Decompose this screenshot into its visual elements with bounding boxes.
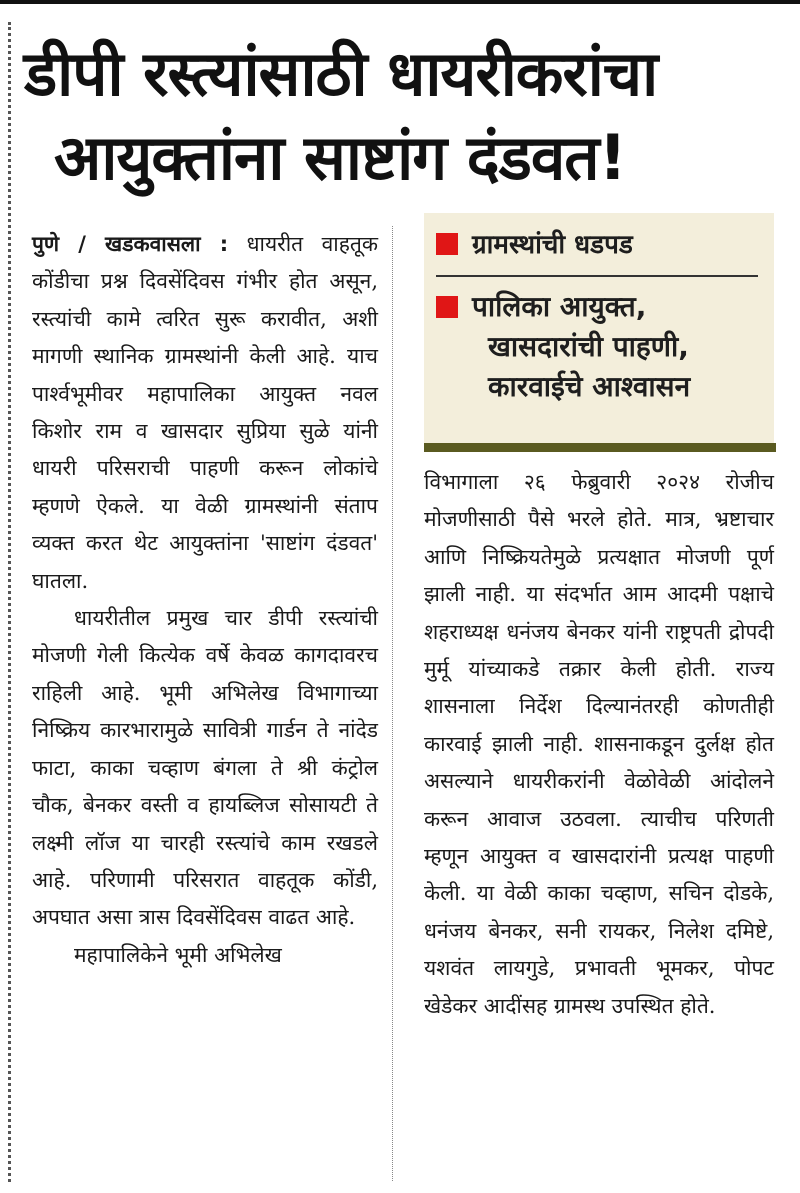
article-paragraph-3: महापालिकेने भूमी अभिलेख: [74, 942, 282, 967]
highlight-item-1-text: ग्रामस्थांची धडपड: [472, 230, 633, 260]
headline-line-2: आयुक्तांना साष्टांग दंडवत!: [54, 121, 626, 194]
paragraph-1-text: धायरीत वाहतूक कोंडीचा प्रश्न दिवसेंदिवस गंभीर होत असून, रस्त्यांची कामे त्वरित सुरू करावीत, अशी मागणी स्थानिक ग्रामस्थांनी केली आहे. याच पार्श्वभूमीवर महापालिका आयुक्त नवल किशोर राम व खासदार सुप्रिया सुळे यांनी धायरी परिसराची पाहणी करून लोकांचे म्हणणे ऐकले. या वेळी ग्रामस्थांनी संताप व्यक्त करत थेट आयुक्तांना 'साष्टांग दंडवत' घातला.: [32, 232, 378, 593]
article-column-left: [32, 226, 378, 974]
article-paragraph-4: विभागाला २६ फेब्रुवारी २०२४ रोजीच मोजणीसाठी पैसे भरले होते. मात्र, भ्रष्टाचार आणि निष्क्रियतेमुळे प्रत्यक्षात मोजणी पूर्ण झाली नाही. या संदर्भात आम आदमी पक्षाचे शहराध्यक्ष धनंजय बेनकर यांनी राष्ट्रपती द्रोपदी मुर्मू यांच्याकडे तक्रार केली होती. राज्य शासनाला निर्देश दिल्यानंतरही कोणतीही कारवाई झाली नाही. शासनाकडून दुर्लक्ष होत असल्याने धायरीकरांनी वेळोवेळी आंदोलने करून आवाज उठवला. त्याचीच परिणती म्हणून आयुक्त व खासदारांनी प्रत्यक्ष पाहणी केली. या वेळी काका चव्हाण, सचिन दोडके, धनंजय बेनकर, सनी रायकर, निलेश दमिष्टे, यशवंत लायगुडे, प्रभावती भूमकर, पोपट खेडेकर आदींसह ग्रामस्थ उपस्थित होते.: [424, 470, 774, 1018]
top-rule: [0, 0, 800, 4]
red-square-bullet-icon: [436, 233, 458, 255]
dateline: पुणे / खडकवासला :: [32, 232, 229, 256]
highlight-item-2-line-3: कारवाईचे आश्वासन: [488, 370, 691, 403]
highlight-item-2-line-2: खासदारांची पाहणी,: [488, 330, 689, 363]
highlight-item-1: [436, 225, 766, 265]
headline: [24, 32, 794, 200]
highlight-item-2-line-1-row: [436, 287, 766, 327]
highlight-item-2-line-1: पालिका आयुक्त,: [472, 290, 647, 323]
article-column-right: [424, 464, 774, 1025]
article-paragraph-2: धायरीतील प्रमुख चार डीपी रस्त्यांची मोजणी गेली कित्येक वर्षे केवळ कागदावरच राहिली आहे. भूमी अभिलेख विभागाच्या निष्क्रिय कारभारामुळे सावित्री गार्डन ते नांदेड फाटा, काका चव्हाण बंगला ते श्री कंट्रोल चौक, बेनकर वस्ती व हायब्लिज सोसायटी ते लक्ष्मी लॉज या चारही रस्त्यांचे काम रखडले आहे. परिणामी परिसरात वाहतूक कोंडी, अपघात असा त्रास दिवसेंदिवस वाढत आहे.: [32, 606, 378, 930]
red-square-bullet-icon: [436, 296, 458, 318]
column-divider: [392, 226, 393, 1181]
left-dotted-border: [8, 22, 11, 1182]
highlight-item-2: [436, 287, 766, 407]
headline-line-1: डीपी रस्त्यांसाठी धायरीकरांचा: [24, 37, 658, 110]
highlight-separator: [436, 275, 758, 277]
highlight-bottom-bar: [424, 443, 776, 452]
highlight-box: [424, 213, 774, 449]
article-paragraph-1: [32, 226, 378, 600]
